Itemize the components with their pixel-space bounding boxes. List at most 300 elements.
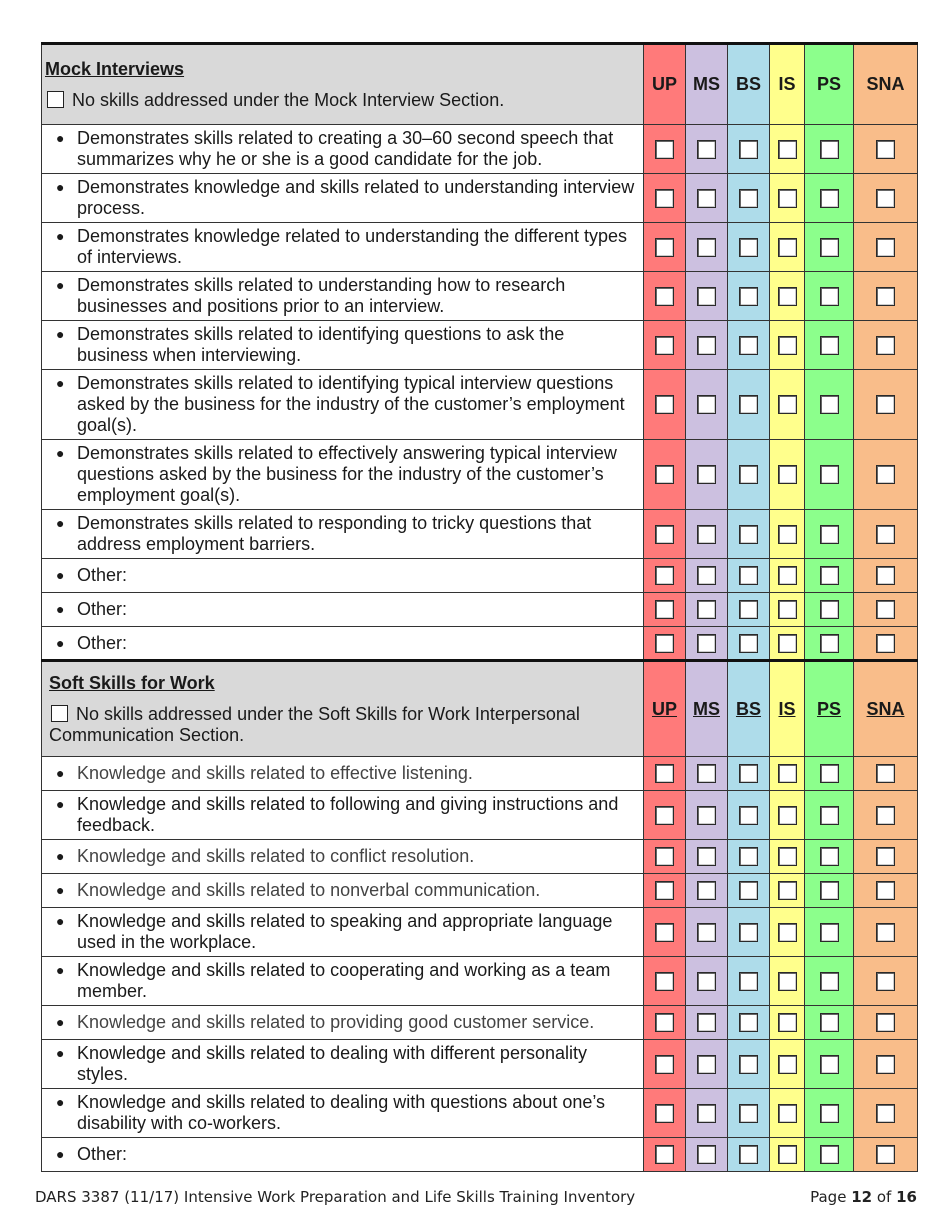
ps-checkbox[interactable] bbox=[820, 238, 839, 257]
sna-checkbox[interactable] bbox=[876, 1055, 895, 1074]
soft-none-label: No skills addressed under the Soft Skills for Work Interpersonal Communication Section. bbox=[49, 703, 580, 745]
bullet-icon: ● bbox=[56, 634, 65, 651]
up-cell bbox=[644, 627, 686, 661]
bs-cell bbox=[728, 908, 770, 957]
ms-checkbox[interactable] bbox=[697, 465, 716, 484]
ms-cell bbox=[686, 174, 728, 223]
up-checkbox[interactable] bbox=[655, 600, 674, 619]
bullet-icon: ● bbox=[56, 601, 65, 617]
sna-cell bbox=[854, 510, 918, 559]
up-checkbox[interactable] bbox=[655, 238, 674, 257]
up-cell bbox=[644, 1089, 686, 1138]
is-checkbox[interactable] bbox=[778, 395, 797, 414]
bs-cell bbox=[728, 559, 770, 593]
ms-cell bbox=[686, 370, 728, 440]
is-checkbox[interactable] bbox=[778, 972, 797, 991]
is-checkbox[interactable] bbox=[778, 806, 797, 825]
ms-cell bbox=[686, 1006, 728, 1040]
bs-checkbox[interactable] bbox=[739, 806, 758, 825]
is-checkbox[interactable] bbox=[778, 287, 797, 306]
mock-item-text: Demonstrates skills related to identifying questions to ask the business when interviewing. bbox=[77, 324, 565, 365]
sna-cell bbox=[854, 874, 918, 908]
is-cell bbox=[770, 957, 805, 1006]
up-cell bbox=[644, 874, 686, 908]
bs-checkbox[interactable] bbox=[739, 1145, 758, 1164]
bs-cell bbox=[728, 874, 770, 908]
bs-checkbox[interactable] bbox=[739, 189, 758, 208]
is-cell bbox=[770, 272, 805, 321]
soft-item-row bbox=[42, 840, 918, 874]
up-checkbox[interactable] bbox=[655, 465, 674, 484]
bs-checkbox[interactable] bbox=[739, 600, 758, 619]
ps-cell bbox=[805, 840, 854, 874]
up-checkbox[interactable] bbox=[655, 634, 674, 653]
sna-cell bbox=[854, 1089, 918, 1138]
bs-cell bbox=[728, 321, 770, 370]
mock-item-text: Other: bbox=[77, 565, 128, 585]
ms-checkbox[interactable] bbox=[697, 806, 716, 825]
up-cell bbox=[644, 370, 686, 440]
soft-skills-title: Soft Skills for Work bbox=[49, 672, 215, 693]
header-ps-underlined: PS bbox=[805, 661, 854, 757]
ms-checkbox[interactable] bbox=[697, 1145, 716, 1164]
ms-cell bbox=[686, 1040, 728, 1089]
ps-cell bbox=[805, 321, 854, 370]
bullet-icon: ● bbox=[56, 1014, 65, 1030]
sna-checkbox[interactable] bbox=[876, 923, 895, 942]
ms-checkbox[interactable] bbox=[697, 1104, 716, 1123]
ps-checkbox[interactable] bbox=[820, 566, 839, 585]
bs-checkbox[interactable] bbox=[739, 764, 758, 783]
sna-checkbox[interactable] bbox=[876, 1013, 895, 1032]
up-checkbox[interactable] bbox=[655, 1104, 674, 1123]
mock-item-row bbox=[42, 272, 918, 321]
sna-cell bbox=[854, 593, 918, 627]
is-checkbox[interactable] bbox=[778, 1145, 797, 1164]
soft-item-text: Knowledge and skills related to cooperating and working as a team member. bbox=[77, 960, 611, 1001]
header-is: IS bbox=[770, 44, 805, 125]
bs-checkbox[interactable] bbox=[739, 1104, 758, 1123]
ps-checkbox[interactable] bbox=[820, 1013, 839, 1032]
mock-item-desc bbox=[42, 559, 644, 593]
is-cell bbox=[770, 1138, 805, 1172]
up-cell bbox=[644, 559, 686, 593]
ps-checkbox[interactable] bbox=[820, 140, 839, 159]
up-checkbox[interactable] bbox=[655, 923, 674, 942]
bs-checkbox[interactable] bbox=[739, 465, 758, 484]
ps-cell bbox=[805, 440, 854, 510]
sna-checkbox[interactable] bbox=[876, 1104, 895, 1123]
bs-checkbox[interactable] bbox=[739, 923, 758, 942]
sna-checkbox[interactable] bbox=[876, 847, 895, 866]
is-cell bbox=[770, 627, 805, 661]
ps-cell bbox=[805, 874, 854, 908]
bs-cell bbox=[728, 1138, 770, 1172]
ms-checkbox[interactable] bbox=[697, 847, 716, 866]
bullet-icon: ● bbox=[56, 1094, 65, 1110]
bs-checkbox[interactable] bbox=[739, 525, 758, 544]
sna-checkbox[interactable] bbox=[876, 600, 895, 619]
sna-checkbox[interactable] bbox=[876, 287, 895, 306]
is-cell bbox=[770, 370, 805, 440]
ps-checkbox[interactable] bbox=[820, 764, 839, 783]
ms-cell bbox=[686, 908, 728, 957]
ps-checkbox[interactable] bbox=[820, 189, 839, 208]
up-checkbox[interactable] bbox=[655, 566, 674, 585]
mock-item-desc bbox=[42, 593, 644, 627]
bs-checkbox[interactable] bbox=[739, 395, 758, 414]
soft-item-desc bbox=[42, 957, 644, 1006]
bs-cell bbox=[728, 1006, 770, 1040]
ps-checkbox[interactable] bbox=[820, 600, 839, 619]
sna-cell bbox=[854, 791, 918, 840]
is-checkbox[interactable] bbox=[778, 764, 797, 783]
soft-item-row bbox=[42, 1138, 918, 1172]
bs-checkbox[interactable] bbox=[739, 847, 758, 866]
ms-cell bbox=[686, 840, 728, 874]
mock-item-desc bbox=[42, 510, 644, 559]
sna-checkbox[interactable] bbox=[876, 189, 895, 208]
ps-cell bbox=[805, 272, 854, 321]
is-cell bbox=[770, 840, 805, 874]
ms-cell bbox=[686, 1089, 728, 1138]
ps-checkbox[interactable] bbox=[820, 287, 839, 306]
ms-checkbox[interactable] bbox=[697, 395, 716, 414]
is-checkbox[interactable] bbox=[778, 923, 797, 942]
ms-cell bbox=[686, 321, 728, 370]
mock-item-desc bbox=[42, 272, 644, 321]
soft-item-desc bbox=[42, 1006, 644, 1040]
bullet-icon: ● bbox=[56, 445, 65, 461]
bs-cell bbox=[728, 757, 770, 791]
header-ps: PS bbox=[805, 44, 854, 125]
mock-item-row bbox=[42, 440, 918, 510]
ms-cell bbox=[686, 272, 728, 321]
is-cell bbox=[770, 593, 805, 627]
sna-checkbox[interactable] bbox=[876, 764, 895, 783]
mock-interviews-header-row bbox=[42, 44, 918, 125]
sna-checkbox[interactable] bbox=[876, 465, 895, 484]
ps-checkbox[interactable] bbox=[820, 395, 839, 414]
is-cell bbox=[770, 1089, 805, 1138]
sna-cell bbox=[854, 1138, 918, 1172]
ps-checkbox[interactable] bbox=[820, 465, 839, 484]
ms-cell bbox=[686, 957, 728, 1006]
sna-cell bbox=[854, 223, 918, 272]
ms-checkbox[interactable] bbox=[697, 189, 716, 208]
bs-checkbox[interactable] bbox=[739, 881, 758, 900]
ps-cell bbox=[805, 125, 854, 174]
header-ms: MS bbox=[686, 44, 728, 125]
is-checkbox[interactable] bbox=[778, 881, 797, 900]
bullet-icon: ● bbox=[56, 913, 65, 929]
ms-cell bbox=[686, 593, 728, 627]
ps-cell bbox=[805, 510, 854, 559]
bs-checkbox[interactable] bbox=[739, 287, 758, 306]
up-checkbox[interactable] bbox=[655, 287, 674, 306]
soft-item-text: Knowledge and skills related to nonverbal communication. bbox=[77, 880, 541, 900]
mock-item-row bbox=[42, 174, 918, 223]
is-checkbox[interactable] bbox=[778, 600, 797, 619]
up-cell bbox=[644, 791, 686, 840]
sna-checkbox[interactable] bbox=[876, 140, 895, 159]
ps-cell bbox=[805, 757, 854, 791]
mock-item-row bbox=[42, 125, 918, 174]
soft-skills-header-row bbox=[42, 661, 918, 757]
soft-item-text: Knowledge and skills related to effective listening. bbox=[77, 763, 473, 783]
up-checkbox[interactable] bbox=[655, 525, 674, 544]
soft-item-desc bbox=[42, 874, 644, 908]
sna-checkbox[interactable] bbox=[876, 238, 895, 257]
sna-checkbox[interactable] bbox=[876, 881, 895, 900]
is-checkbox[interactable] bbox=[778, 1013, 797, 1032]
is-cell bbox=[770, 223, 805, 272]
sna-cell bbox=[854, 321, 918, 370]
mock-interviews-header-cell bbox=[42, 44, 644, 125]
up-checkbox[interactable] bbox=[655, 881, 674, 900]
mock-item-text: Demonstrates knowledge and skills related to understanding interview process. bbox=[77, 177, 635, 218]
soft-item-row bbox=[42, 874, 918, 908]
ps-checkbox[interactable] bbox=[820, 1055, 839, 1074]
ms-cell bbox=[686, 874, 728, 908]
ms-checkbox[interactable] bbox=[697, 287, 716, 306]
ps-cell bbox=[805, 791, 854, 840]
ms-checkbox[interactable] bbox=[697, 764, 716, 783]
soft-item-row bbox=[42, 908, 918, 957]
up-checkbox[interactable] bbox=[655, 972, 674, 991]
ps-cell bbox=[805, 370, 854, 440]
is-cell bbox=[770, 908, 805, 957]
bullet-icon: ● bbox=[56, 848, 65, 864]
bs-cell bbox=[728, 510, 770, 559]
sna-checkbox[interactable] bbox=[876, 336, 895, 355]
soft-item-text: Knowledge and skills related to dealing with different personality styles. bbox=[77, 1043, 587, 1084]
ms-checkbox[interactable] bbox=[697, 336, 716, 355]
soft-item-row bbox=[42, 957, 918, 1006]
sna-cell bbox=[854, 908, 918, 957]
sna-checkbox[interactable] bbox=[876, 806, 895, 825]
ms-checkbox[interactable] bbox=[697, 972, 716, 991]
up-checkbox[interactable] bbox=[655, 395, 674, 414]
up-checkbox[interactable] bbox=[655, 1145, 674, 1164]
bs-checkbox[interactable] bbox=[739, 972, 758, 991]
up-cell bbox=[644, 1138, 686, 1172]
sna-checkbox[interactable] bbox=[876, 1145, 895, 1164]
ps-cell bbox=[805, 593, 854, 627]
bs-checkbox[interactable] bbox=[739, 140, 758, 159]
header-ms-underlined: MS bbox=[686, 661, 728, 757]
ps-checkbox[interactable] bbox=[820, 525, 839, 544]
sna-cell bbox=[854, 559, 918, 593]
ms-checkbox[interactable] bbox=[697, 525, 716, 544]
bs-cell bbox=[728, 174, 770, 223]
mock-item-desc bbox=[42, 627, 644, 661]
ms-cell bbox=[686, 223, 728, 272]
sna-checkbox[interactable] bbox=[876, 566, 895, 585]
up-checkbox[interactable] bbox=[655, 847, 674, 866]
is-cell bbox=[770, 440, 805, 510]
is-cell bbox=[770, 559, 805, 593]
up-cell bbox=[644, 957, 686, 1006]
mock-item-row bbox=[42, 370, 918, 440]
ms-checkbox[interactable] bbox=[697, 1013, 716, 1032]
bs-checkbox[interactable] bbox=[739, 238, 758, 257]
ms-checkbox[interactable] bbox=[697, 140, 716, 159]
is-checkbox[interactable] bbox=[778, 525, 797, 544]
bs-cell bbox=[728, 957, 770, 1006]
soft-item-row bbox=[42, 1089, 918, 1138]
is-checkbox[interactable] bbox=[778, 566, 797, 585]
bs-checkbox[interactable] bbox=[739, 1055, 758, 1074]
is-checkbox[interactable] bbox=[778, 1104, 797, 1123]
ms-checkbox[interactable] bbox=[697, 238, 716, 257]
up-checkbox[interactable] bbox=[655, 189, 674, 208]
ms-cell bbox=[686, 125, 728, 174]
sna-checkbox[interactable] bbox=[876, 972, 895, 991]
ms-checkbox[interactable] bbox=[697, 923, 716, 942]
ps-cell bbox=[805, 174, 854, 223]
ps-checkbox[interactable] bbox=[820, 847, 839, 866]
bs-checkbox[interactable] bbox=[739, 1013, 758, 1032]
bullet-icon: ● bbox=[56, 882, 65, 898]
is-checkbox[interactable] bbox=[778, 189, 797, 208]
ms-cell bbox=[686, 440, 728, 510]
up-cell bbox=[644, 840, 686, 874]
ms-checkbox[interactable] bbox=[697, 1055, 716, 1074]
ps-checkbox[interactable] bbox=[820, 881, 839, 900]
soft-item-row bbox=[42, 791, 918, 840]
is-checkbox[interactable] bbox=[778, 465, 797, 484]
is-cell bbox=[770, 791, 805, 840]
mock-item-desc bbox=[42, 174, 644, 223]
soft-item-text: Other: bbox=[77, 1144, 128, 1164]
bs-cell bbox=[728, 840, 770, 874]
sna-cell bbox=[854, 125, 918, 174]
ms-checkbox[interactable] bbox=[697, 881, 716, 900]
ms-cell bbox=[686, 559, 728, 593]
soft-skills-header-cell bbox=[42, 661, 644, 757]
sna-checkbox[interactable] bbox=[876, 525, 895, 544]
ps-checkbox[interactable] bbox=[820, 1145, 839, 1164]
up-cell bbox=[644, 510, 686, 559]
ms-cell bbox=[686, 791, 728, 840]
mock-none-checkbox[interactable] bbox=[47, 91, 64, 108]
bs-checkbox[interactable] bbox=[739, 634, 758, 653]
is-checkbox[interactable] bbox=[778, 140, 797, 159]
is-checkbox[interactable] bbox=[778, 336, 797, 355]
bullet-icon: ● bbox=[56, 130, 65, 146]
ps-checkbox[interactable] bbox=[820, 1104, 839, 1123]
up-cell bbox=[644, 321, 686, 370]
mock-item-text: Demonstrates knowledge related to understanding the different types of interviews. bbox=[77, 226, 628, 267]
bullet-icon: ● bbox=[56, 326, 65, 342]
mock-item-row bbox=[42, 223, 918, 272]
up-cell bbox=[644, 593, 686, 627]
ps-checkbox[interactable] bbox=[820, 634, 839, 653]
mock-item-text: Other: bbox=[77, 599, 128, 619]
header-bs: BS bbox=[728, 44, 770, 125]
mock-item-text: Demonstrates skills related to creating a 30–60 second speech that summarizes why he or she is a good candidate for the job. bbox=[77, 128, 614, 169]
up-checkbox[interactable] bbox=[655, 764, 674, 783]
ps-cell bbox=[805, 908, 854, 957]
soft-item-desc bbox=[42, 1138, 644, 1172]
soft-none-line bbox=[49, 704, 639, 746]
up-cell bbox=[644, 1040, 686, 1089]
bs-checkbox[interactable] bbox=[739, 336, 758, 355]
up-checkbox[interactable] bbox=[655, 140, 674, 159]
is-checkbox[interactable] bbox=[778, 634, 797, 653]
is-cell bbox=[770, 1006, 805, 1040]
bullet-icon: ● bbox=[56, 228, 65, 244]
ps-checkbox[interactable] bbox=[820, 336, 839, 355]
ms-cell bbox=[686, 510, 728, 559]
up-cell bbox=[644, 272, 686, 321]
soft-item-text: Knowledge and skills related to following and giving instructions and feedback. bbox=[77, 794, 619, 835]
sna-cell bbox=[854, 174, 918, 223]
is-checkbox[interactable] bbox=[778, 1055, 797, 1074]
up-checkbox[interactable] bbox=[655, 1055, 674, 1074]
bs-cell bbox=[728, 627, 770, 661]
ps-checkbox[interactable] bbox=[820, 972, 839, 991]
bullet-icon: ● bbox=[56, 515, 65, 531]
is-cell bbox=[770, 874, 805, 908]
bs-checkbox[interactable] bbox=[739, 566, 758, 585]
ps-cell bbox=[805, 223, 854, 272]
sna-checkbox[interactable] bbox=[876, 634, 895, 653]
bs-cell bbox=[728, 1040, 770, 1089]
bullet-icon: ● bbox=[56, 567, 65, 583]
header-sna-underlined: SNA bbox=[854, 661, 918, 757]
mock-item-row bbox=[42, 627, 918, 661]
bullet-icon: ● bbox=[56, 962, 65, 978]
sna-cell bbox=[854, 757, 918, 791]
header-is-underlined: IS bbox=[770, 661, 805, 757]
bs-cell bbox=[728, 370, 770, 440]
soft-item-text: Knowledge and skills related to dealing with questions about one’s disability with co-workers. bbox=[77, 1092, 606, 1133]
mock-item-row bbox=[42, 321, 918, 370]
up-checkbox[interactable] bbox=[655, 336, 674, 355]
sna-checkbox[interactable] bbox=[876, 395, 895, 414]
sna-cell bbox=[854, 272, 918, 321]
ps-checkbox[interactable] bbox=[820, 923, 839, 942]
mock-item-desc bbox=[42, 370, 644, 440]
is-checkbox[interactable] bbox=[778, 847, 797, 866]
bullet-icon: ● bbox=[56, 796, 65, 812]
ms-checkbox[interactable] bbox=[697, 600, 716, 619]
mock-item-text: Demonstrates skills related to identifying typical interview questions asked by the business for the industry of the customer’s employment goal(s). bbox=[77, 373, 625, 435]
soft-none-checkbox[interactable] bbox=[51, 705, 68, 722]
sna-cell bbox=[854, 840, 918, 874]
bullet-icon: ● bbox=[56, 1045, 65, 1061]
sna-cell bbox=[854, 957, 918, 1006]
ms-checkbox[interactable] bbox=[697, 566, 716, 585]
is-checkbox[interactable] bbox=[778, 238, 797, 257]
up-checkbox[interactable] bbox=[655, 1013, 674, 1032]
ps-checkbox[interactable] bbox=[820, 806, 839, 825]
bullet-icon: ● bbox=[56, 277, 65, 293]
bs-cell bbox=[728, 272, 770, 321]
ms-checkbox[interactable] bbox=[697, 634, 716, 653]
up-checkbox[interactable] bbox=[655, 806, 674, 825]
mock-none-line bbox=[45, 90, 639, 111]
mock-item-desc bbox=[42, 321, 644, 370]
mock-item-text: Demonstrates skills related to effectively answering typical interview questions asked by the business for the industry of the customer’s employment goal(s). bbox=[77, 443, 617, 505]
header-sna: SNA bbox=[854, 44, 918, 125]
sna-cell bbox=[854, 370, 918, 440]
soft-item-desc bbox=[42, 791, 644, 840]
up-cell bbox=[644, 223, 686, 272]
ps-cell bbox=[805, 957, 854, 1006]
